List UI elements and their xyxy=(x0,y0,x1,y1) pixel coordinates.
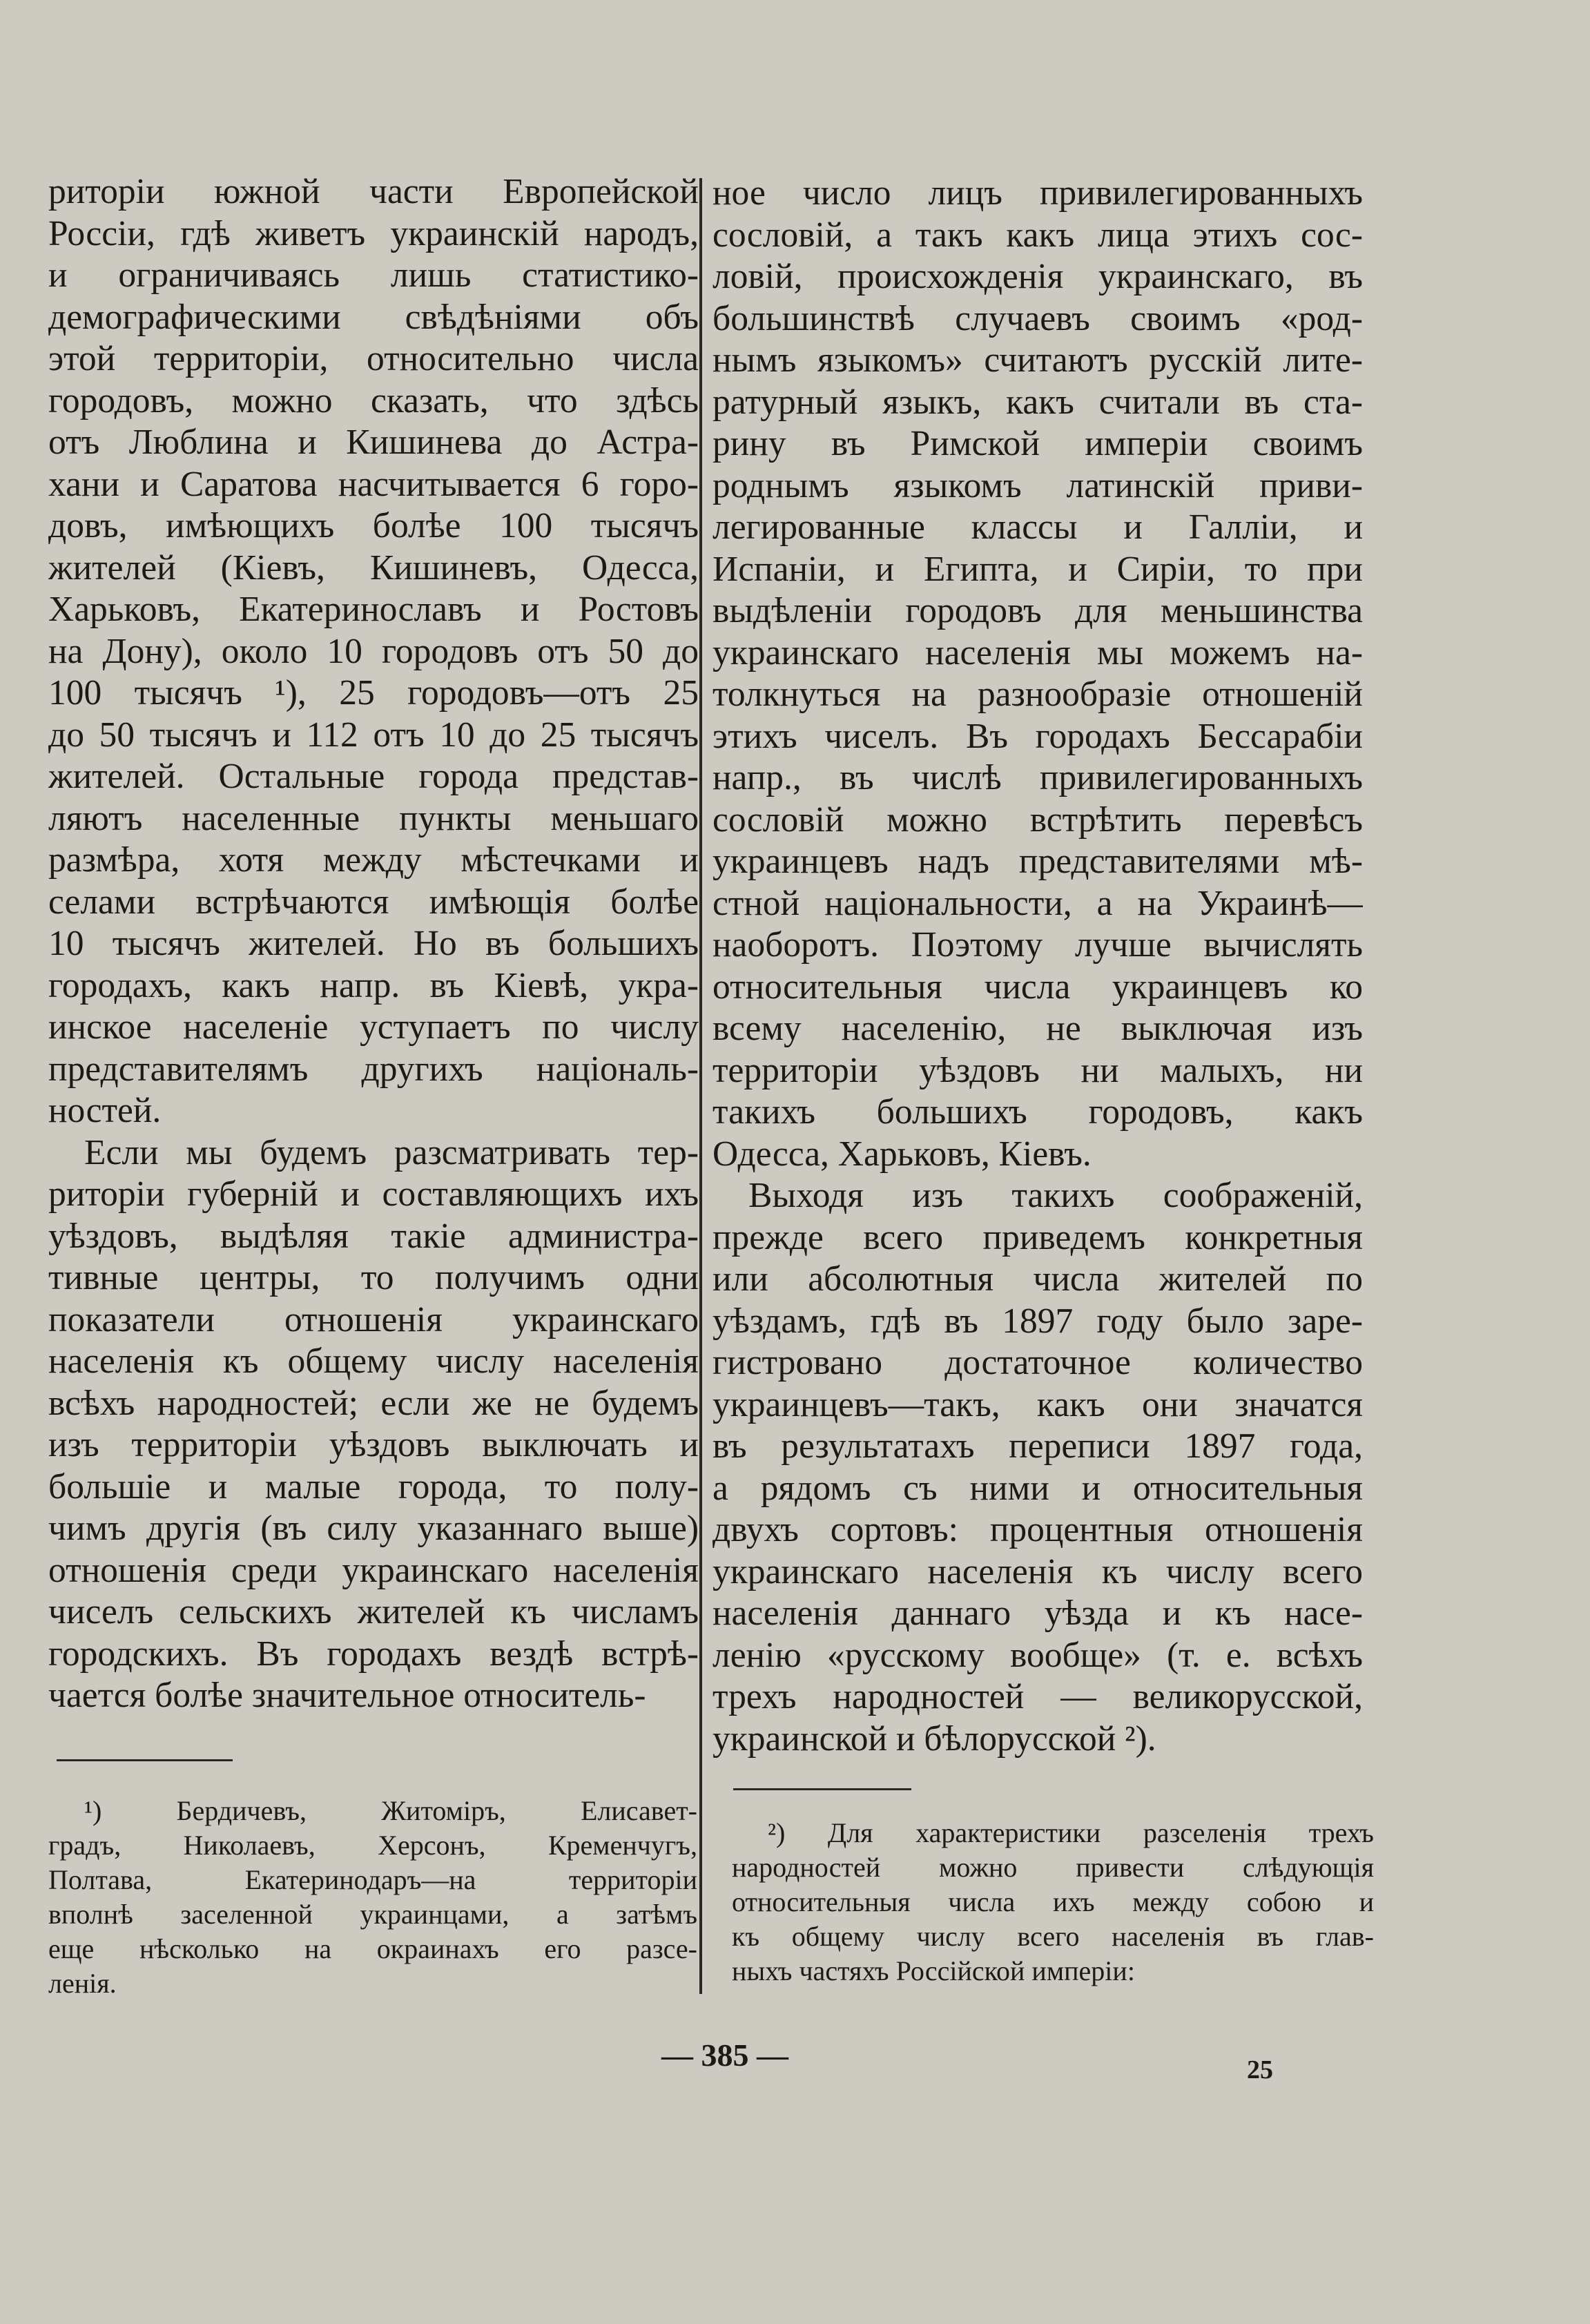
text-line: большинствѣ случаевъ своимъ «род- xyxy=(712,298,1363,338)
text-line: Россіи, гдѣ живетъ украинскій народъ, xyxy=(48,213,699,253)
text-line: изъ территоріи уѣздовъ выключать и xyxy=(48,1425,699,1464)
text-line: хани и Саратова насчитывается 6 горо- xyxy=(48,464,699,504)
text-line: къ общему числу всего населенія въ глав- xyxy=(732,1921,1374,1952)
text-line: тивные центры, то получимъ одни xyxy=(48,1258,699,1297)
text-line: ныхъ частяхъ Россійской имперіи: xyxy=(732,1955,1135,1986)
text-line: нымъ языкомъ» считаютъ русскій лите- xyxy=(712,340,1363,380)
text-line: риторіи южной части Европейской xyxy=(48,172,699,211)
text-line: ловій, происхожденія украинскаго, въ xyxy=(712,257,1363,296)
text-line: селами встрѣчаются имѣющія болѣе xyxy=(48,882,699,922)
text-line: ленію «русскому вообще» (т. е. всѣхъ xyxy=(712,1635,1363,1675)
text-line: относительныя числа украинцевъ ко xyxy=(712,967,1363,1007)
text-line: украинцевъ—такъ, какъ они значатся xyxy=(712,1384,1363,1424)
text-line: всему населенію, не выключая изъ xyxy=(712,1009,1363,1048)
text-line: ¹) Бердичевъ, Житоміръ, Елисавет- xyxy=(84,1795,697,1826)
text-line: рину въ Римской имперіи своимъ xyxy=(712,424,1363,463)
text-line: и ограничиваясь лишь статистико- xyxy=(48,255,699,295)
text-line: показатели отношенія украинскаго xyxy=(48,1299,699,1339)
text-line: толкнуться на разнообразіе отношеній xyxy=(712,675,1363,714)
text-line: напр., въ числѣ привилегированныхъ xyxy=(712,758,1363,797)
text-line: сословій можно встрѣтить перевѣсъ xyxy=(712,800,1363,840)
text-line: вполнѣ заселенной украинцами, а затѣмъ xyxy=(48,1899,697,1930)
text-line: риторіи губерній и составляющихъ ихъ xyxy=(48,1174,699,1214)
text-line: наоборотъ. Поэтому лучше вычислять xyxy=(712,925,1363,965)
text-line: трехъ народностей — великорусской, xyxy=(712,1677,1363,1716)
text-line: до 50 тысячъ и 112 отъ 10 до 25 тысячъ xyxy=(48,715,699,755)
text-line: двухъ сортовъ: процентныя отношенія xyxy=(712,1510,1363,1549)
text-line: въ результатахъ переписи 1897 года, xyxy=(712,1426,1363,1466)
text-line: Выходя изъ такихъ соображеній, xyxy=(748,1176,1363,1215)
text-line: размѣра, хотя между мѣстечками и xyxy=(48,840,699,880)
text-line: жителей (Кіевъ, Кишиневъ, Одесса, xyxy=(48,548,699,588)
text-line: относительныя числа ихъ между собою и xyxy=(732,1886,1374,1917)
column-divider-rule xyxy=(699,178,702,1994)
text-line: чиселъ сельскихъ жителей къ числамъ xyxy=(48,1592,699,1631)
text-line: ²) Для характеристики разселенія трехъ xyxy=(768,1817,1374,1848)
footnote-right xyxy=(732,1816,1374,1988)
text-line: уѣздовъ, выдѣляя такіе администра- xyxy=(48,1216,699,1256)
text-line: чимъ другія (въ силу указаннаго выше) xyxy=(48,1509,699,1548)
text-line: украинскаго населенія къ числу всего xyxy=(712,1551,1363,1591)
page-number: — 385 — xyxy=(661,2037,788,2073)
text-line: отношенія среди украинскаго населенія xyxy=(48,1550,699,1590)
text-line: а рядомъ съ ними и относительныя xyxy=(712,1468,1363,1508)
text-line: Одесса, Харьковъ, Кіевъ. xyxy=(712,1134,1092,1174)
text-line: отъ Люблина и Кишинева до Астра- xyxy=(48,423,699,462)
footnote-separator-left xyxy=(57,1759,233,1761)
text-line: этихъ чиселъ. Въ городахъ Бессарабіи xyxy=(712,716,1363,756)
text-line: такихъ большихъ городовъ, какъ xyxy=(712,1092,1363,1132)
text-line: чается болѣе значительное относитель- xyxy=(48,1676,646,1715)
text-line: прежде всего приведемъ конкретныя xyxy=(712,1217,1363,1257)
text-line: инское населеніе уступаетъ по числу xyxy=(48,1007,699,1047)
text-line: Испаніи, и Египта, и Сиріи, то при xyxy=(712,549,1363,589)
text-line: представителямъ другихъ національ- xyxy=(48,1049,699,1089)
text-line: ратурный языкъ, какъ считали въ ста- xyxy=(712,382,1363,422)
text-line: украинцевъ надъ представителями мѣ- xyxy=(712,842,1363,881)
text-line: 100 тысячъ ¹), 25 городовъ—отъ 25 xyxy=(48,673,699,713)
text-line: всѣхъ народностей; если же не будемъ xyxy=(48,1383,699,1423)
text-line: или абсолютныя числа жителей по xyxy=(712,1259,1363,1299)
text-line: городахъ, какъ напр. въ Кіевѣ, укра- xyxy=(48,965,699,1005)
text-line: жителей. Остальные города представ- xyxy=(48,757,699,796)
text-line: ностей. xyxy=(48,1091,162,1130)
text-line: 10 тысячъ жителей. Но въ большихъ xyxy=(48,924,699,963)
text-line: гистровано достаточное количество xyxy=(712,1343,1363,1382)
text-line: сословій, а такъ какъ лица этихъ сос- xyxy=(712,215,1363,255)
text-line: населенія къ общему числу населенія xyxy=(48,1342,699,1381)
text-line: городскихъ. Въ городахъ вездѣ встрѣ- xyxy=(48,1634,699,1674)
text-line: уѣздамъ, гдѣ въ 1897 году было заре- xyxy=(712,1301,1363,1341)
text-line: этой территоріи, относительно числа xyxy=(48,339,699,378)
text-line: градъ, Николаевъ, Херсонъ, Кременчугъ, xyxy=(48,1830,697,1861)
right-text-column xyxy=(712,173,1363,1760)
text-line: населенія даннаго уѣзда и къ насе- xyxy=(712,1594,1363,1633)
footnote-separator-right xyxy=(733,1788,911,1790)
text-line: ное число лицъ привилегированныхъ xyxy=(712,173,1363,213)
text-line: легированные классы и Галліи, и xyxy=(712,507,1363,547)
text-line: стной національности, а на Украинѣ— xyxy=(712,883,1363,923)
text-line: еще нѣсколько на окраинахъ его разсе- xyxy=(48,1933,697,1964)
text-line: роднымъ языкомъ латинскій приви- xyxy=(712,465,1363,505)
text-line: Полтава, Екатеринодаръ—на территоріи xyxy=(48,1864,697,1895)
text-line: на Дону), около 10 городовъ отъ 50 до xyxy=(48,631,699,671)
text-line: территоріи уѣздовъ ни малыхъ, ни xyxy=(712,1050,1363,1090)
text-line: ляютъ населенные пункты меньшаго xyxy=(48,798,699,838)
footnote-left xyxy=(48,1794,697,2001)
text-line: демографическими свѣдѣніями объ xyxy=(48,297,699,337)
signature-mark: 25 xyxy=(1247,2055,1273,2084)
text-line: украинскаго населенія мы можемъ на- xyxy=(712,632,1363,672)
text-line: Харьковъ, Екатеринославъ и Ростовъ xyxy=(48,590,699,629)
text-line: большіе и малые города, то полу- xyxy=(48,1466,699,1507)
left-text-column xyxy=(48,171,699,1717)
text-line: народностей можно привести слѣдующія xyxy=(732,1852,1374,1883)
text-line: выдѣленіи городовъ для меньшинства xyxy=(712,591,1363,630)
text-line: ленія. xyxy=(48,1968,117,1999)
text-line: Если мы будемъ разсматривать тер- xyxy=(84,1132,699,1172)
text-line: городовъ, можно сказать, что здѣсь xyxy=(48,380,699,420)
text-line: украинской и бѣлорусской ²). xyxy=(712,1718,1156,1759)
text-line: довъ, имѣющихъ болѣе 100 тысячъ xyxy=(48,506,699,545)
